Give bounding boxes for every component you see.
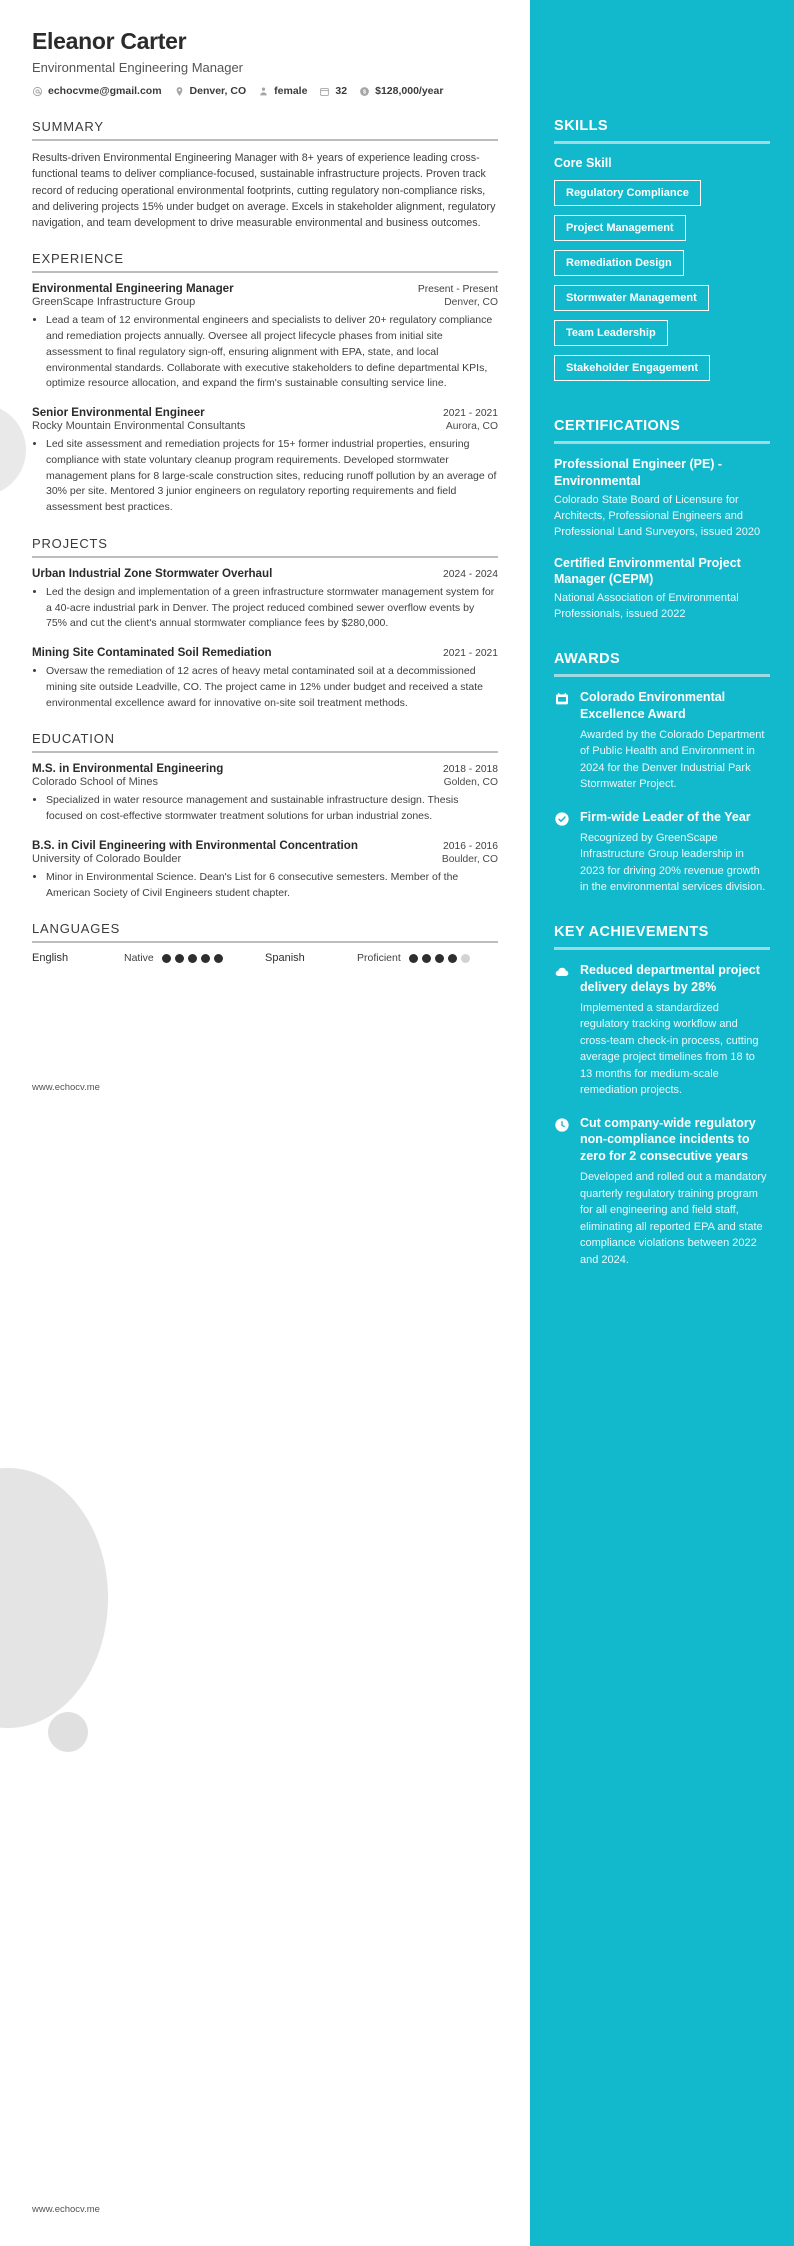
project-entry-header	[32, 646, 498, 659]
experience-job-title: Senior Environmental Engineer	[32, 406, 205, 420]
award-body	[580, 689, 770, 793]
summary-section	[32, 119, 498, 231]
job-title-subtitle: Environmental Engineering Manager	[32, 60, 244, 75]
contact-salary	[359, 85, 443, 97]
experience-date-range: Present - Present	[417, 284, 498, 296]
experience-bullet-list	[46, 437, 498, 516]
experience-company: GreenScape Infrastructure Group	[32, 296, 196, 309]
education-divider	[32, 751, 498, 753]
education-entry-header	[32, 839, 498, 852]
skills-section	[554, 118, 770, 390]
projects-section	[32, 536, 498, 712]
certification-title: Professional Engineer (PE) - Environmental	[554, 457, 723, 488]
awards-section	[554, 651, 770, 896]
project-bullet-list	[46, 664, 498, 711]
skill-chip[interactable]: Remediation Design	[554, 250, 684, 276]
award-description: Recognized by GreenScape Infrastructure Group leadership in 2023 for driving 20% revenue growth in the environmental services division.	[580, 831, 766, 894]
certifications-divider	[554, 441, 770, 444]
experience-location: Aurora, CO	[445, 421, 498, 433]
certification-title: Certified Environmental Project Manager (CEPM)	[554, 555, 741, 587]
project-title: Mining Site Contaminated Soil Remediation	[32, 646, 272, 660]
rating-dot	[409, 954, 418, 963]
skill-chip[interactable]: Stormwater Management	[554, 285, 709, 311]
experience-entry-header	[32, 406, 498, 419]
cloud-icon	[554, 964, 570, 980]
project-date-range: 2021 - 2021	[443, 648, 498, 660]
skill-chip[interactable]: Team Leadership	[554, 320, 668, 346]
calendar-icon	[319, 86, 330, 97]
education-date-range: 2018 - 2018	[443, 764, 498, 776]
rating-dot	[448, 954, 457, 963]
education-entry-subheader	[32, 853, 498, 865]
language-item	[32, 952, 265, 964]
awards-divider	[554, 674, 770, 677]
education-school: Colorado School of Mines	[32, 776, 158, 789]
skill-chip[interactable]: Stakeholder Engagement	[554, 355, 710, 381]
languages-divider	[32, 941, 498, 943]
email-icon	[32, 86, 43, 97]
achievement-body	[580, 962, 770, 1099]
contact-email[interactable]	[32, 85, 162, 97]
key-achievements-section	[554, 924, 770, 1268]
clock-icon	[554, 1117, 570, 1133]
contact-email-value: echocvme@gmail.com	[48, 85, 162, 97]
education-location: Golden, CO	[443, 777, 498, 789]
awards-heading: AWARDS	[554, 651, 621, 668]
certification-issuer: Colorado State Board of Licensure for Architects, Professional Engineers and Professional Land Surveyors, issued 2020	[554, 493, 761, 538]
skill-chip-list	[554, 180, 770, 390]
language-rating-dots	[162, 954, 223, 963]
languages-section	[32, 921, 498, 964]
project-title: Urban Industrial Zone Stormwater Overhaul	[32, 566, 273, 580]
projects-heading: PROJECTS	[32, 535, 108, 551]
education-entry-subheader	[32, 776, 498, 788]
achievement-title: Cut company-wide regulatory non-compliance incidents to zero for 2 consecutive years	[580, 1115, 756, 1164]
svg-text:$: $	[363, 89, 367, 96]
rating-dot	[188, 954, 197, 963]
skills-subheading: Core Skill	[554, 156, 612, 170]
experience-entry-subheader	[32, 420, 498, 432]
project-bullet-list	[46, 585, 498, 632]
skill-chip[interactable]: Regulatory Compliance	[554, 180, 701, 206]
education-entry-header	[32, 762, 498, 775]
contact-gender-value: female	[274, 85, 308, 97]
award-item	[554, 809, 770, 896]
education-school: University of Colorado Boulder	[32, 852, 182, 865]
decorative-blob-dot	[48, 1712, 88, 1752]
key-achievements-divider	[554, 947, 770, 950]
sidebar	[530, 0, 794, 2246]
summary-divider	[32, 139, 498, 141]
languages-heading: LANGUAGES	[32, 921, 121, 937]
achievement-item	[554, 1115, 770, 1269]
language-level: Native	[124, 952, 154, 965]
experience-entry-header	[32, 282, 498, 295]
skills-divider	[554, 141, 770, 144]
contact-age-value: 32	[335, 85, 348, 97]
achievement-description: Developed and rolled out a mandatory quarterly regulatory training program for all engineering and field staff, eliminating all reported EPA and state compliance violations between 2022 and 2024.	[580, 1171, 767, 1266]
footer-url-page2[interactable]: www.echocv.me	[32, 2204, 100, 2215]
award-description: Awarded by the Colorado Department of Public Health and Environment in 2024 for the Denver Industrial Park Stormwater Project.	[580, 728, 765, 791]
award-title: Firm-wide Leader of the Year	[580, 809, 751, 824]
education-date-range: 2016 - 2016	[443, 840, 498, 852]
decorative-blob-large	[0, 1468, 108, 1728]
summary-heading: SUMMARY	[32, 119, 104, 134]
language-level: Proficient	[357, 952, 401, 965]
rating-dot	[162, 954, 171, 963]
experience-divider	[32, 271, 498, 273]
project-bullet: • Led the design and implementation of a green infrastructure stormwater management system for a 40-acre industrial park in Denver. The project reduced combined sewer overflow events by 75% and cut the client's annual stormwater compliance fees by $280,000.	[46, 585, 498, 632]
rating-dot	[435, 954, 444, 963]
rating-dot	[175, 954, 184, 963]
language-rating-dots	[409, 954, 470, 963]
experience-bullet: • Led site assessment and remediation projects for 15+ former industrial properties, ensuring compliance with state voluntary cleanup program requirements. Developed stormwater management plans for 8 large-scale construction sites, reducing runoff pollution by an average of 30% per site. Mentored 3 junior engineers on regulatory reporting requirements and field assessment best practices.	[46, 437, 498, 516]
education-degree: M.S. in Environmental Engineering	[32, 762, 224, 776]
skills-heading: SKILLS	[554, 118, 608, 134]
contact-location	[174, 85, 247, 97]
experience-location: Denver, CO	[444, 297, 498, 309]
rating-dot	[214, 954, 223, 963]
achievement-body	[580, 1115, 770, 1269]
experience-entry-subheader	[32, 296, 498, 308]
education-bullet-list	[46, 793, 498, 825]
project-entry	[32, 646, 498, 711]
person-icon	[258, 86, 269, 97]
award-item	[554, 689, 770, 793]
education-section	[32, 731, 498, 901]
award-badge-icon	[554, 691, 570, 707]
achievement-description: Implemented a standardized regulatory tracking workflow and cross-team check-in process, cutting average project timelines from 18 to 13 months for medium-scale remediation projects.	[580, 1001, 759, 1097]
experience-heading: EXPERIENCE	[32, 251, 124, 267]
experience-date-range: 2021 - 2021	[443, 408, 498, 420]
award-title: Colorado Environmental Excellence Award	[580, 690, 726, 722]
experience-company: Rocky Mountain Environmental Consultants	[32, 420, 246, 433]
education-bullet-list	[46, 870, 498, 902]
certification-issuer: National Association of Environmental Professionals, issued 2022	[554, 592, 739, 621]
language-item	[265, 952, 498, 964]
contact-info-row	[32, 85, 498, 97]
certifications-heading: CERTIFICATIONS	[554, 418, 681, 434]
certification-item	[554, 456, 770, 541]
award-body	[580, 809, 770, 896]
experience-bullet-list	[46, 313, 498, 392]
footer-url-page1[interactable]: www.echocv.me	[32, 1082, 100, 1093]
main-column	[0, 0, 530, 984]
education-entry	[32, 839, 498, 902]
achievement-item	[554, 962, 770, 1099]
experience-entry	[32, 282, 498, 392]
skill-chip[interactable]: Project Management	[554, 215, 686, 241]
language-name: Spanish	[265, 952, 305, 965]
contact-age	[319, 85, 347, 97]
summary-text: Results-driven Environmental Engineering Manager with 8+ years of experience leading cross-functional teams to deliver compliance-focused, sustainable infrastructure projects. Proven track record of reducing operational environmental footprints, cutting regulatory non-compliance risks, and delivering projects 15% under budget on average. Excels in stakeholder alignment, regulatory navigation, and team development to drive measurable environmental and business outcomes.	[32, 152, 496, 230]
experience-bullet: • Lead a team of 12 environmental engineers and specialists to deliver 20+ regulatory compliance and remediation projects annually. Oversee all project lifecycle phases from initial site assessment to final regulatory sign-off, ensuring alignment with EPA, state, and local environmental standards. Collaborate with executive stakeholders to define departmental KPIs, optimize resource allocation, and expand the firm's sustainable consulting service line.	[46, 313, 498, 392]
languages-row	[32, 952, 498, 964]
education-entry	[32, 762, 498, 825]
contact-salary-value: $128,000/year	[375, 85, 444, 97]
location-pin-icon	[174, 86, 185, 97]
project-bullet: • Oversaw the remediation of 12 acres of heavy metal contaminated soil at a decommissioned mining site outside Leadville, CO. The project came in 12% under budget and received a state environmental excellence award for innovative on-site soil treatment methods.	[46, 664, 498, 711]
contact-gender	[258, 85, 307, 97]
education-heading: EDUCATION	[32, 731, 115, 747]
certification-item	[554, 555, 770, 624]
rating-dot	[461, 954, 470, 963]
page-title: Eleanor Carter	[32, 28, 187, 54]
key-achievements-heading: KEY ACHIEVEMENTS	[554, 923, 709, 940]
contact-location-value: Denver, CO	[189, 85, 247, 97]
project-entry-header	[32, 567, 498, 580]
education-bullet: • Specialized in water resource management and sustainable infrastructure design. Thesis focused on cost-effective stormwater treatment solutions for urban industrial zones.	[46, 793, 498, 825]
education-bullet: • Minor in Environmental Science. Dean's List for 6 consecutive semesters. Member of the American Society of Civil Engineers student chapter.	[46, 870, 498, 902]
education-location: Boulder, CO	[441, 853, 498, 865]
experience-section	[32, 251, 498, 516]
education-degree: B.S. in Civil Engineering with Environmental Concentration	[32, 838, 358, 852]
achievement-title: Reduced departmental project delivery delays by 28%	[580, 962, 760, 994]
check-circle-icon	[554, 811, 570, 827]
project-entry	[32, 567, 498, 632]
projects-divider	[32, 556, 498, 558]
language-name: English	[32, 952, 69, 965]
certifications-section	[554, 418, 770, 623]
dollar-circle-icon	[359, 86, 370, 97]
project-date-range: 2024 - 2024	[443, 568, 498, 580]
experience-entry	[32, 406, 498, 516]
rating-dot	[422, 954, 431, 963]
rating-dot	[201, 954, 210, 963]
experience-job-title: Environmental Engineering Manager	[32, 282, 234, 296]
